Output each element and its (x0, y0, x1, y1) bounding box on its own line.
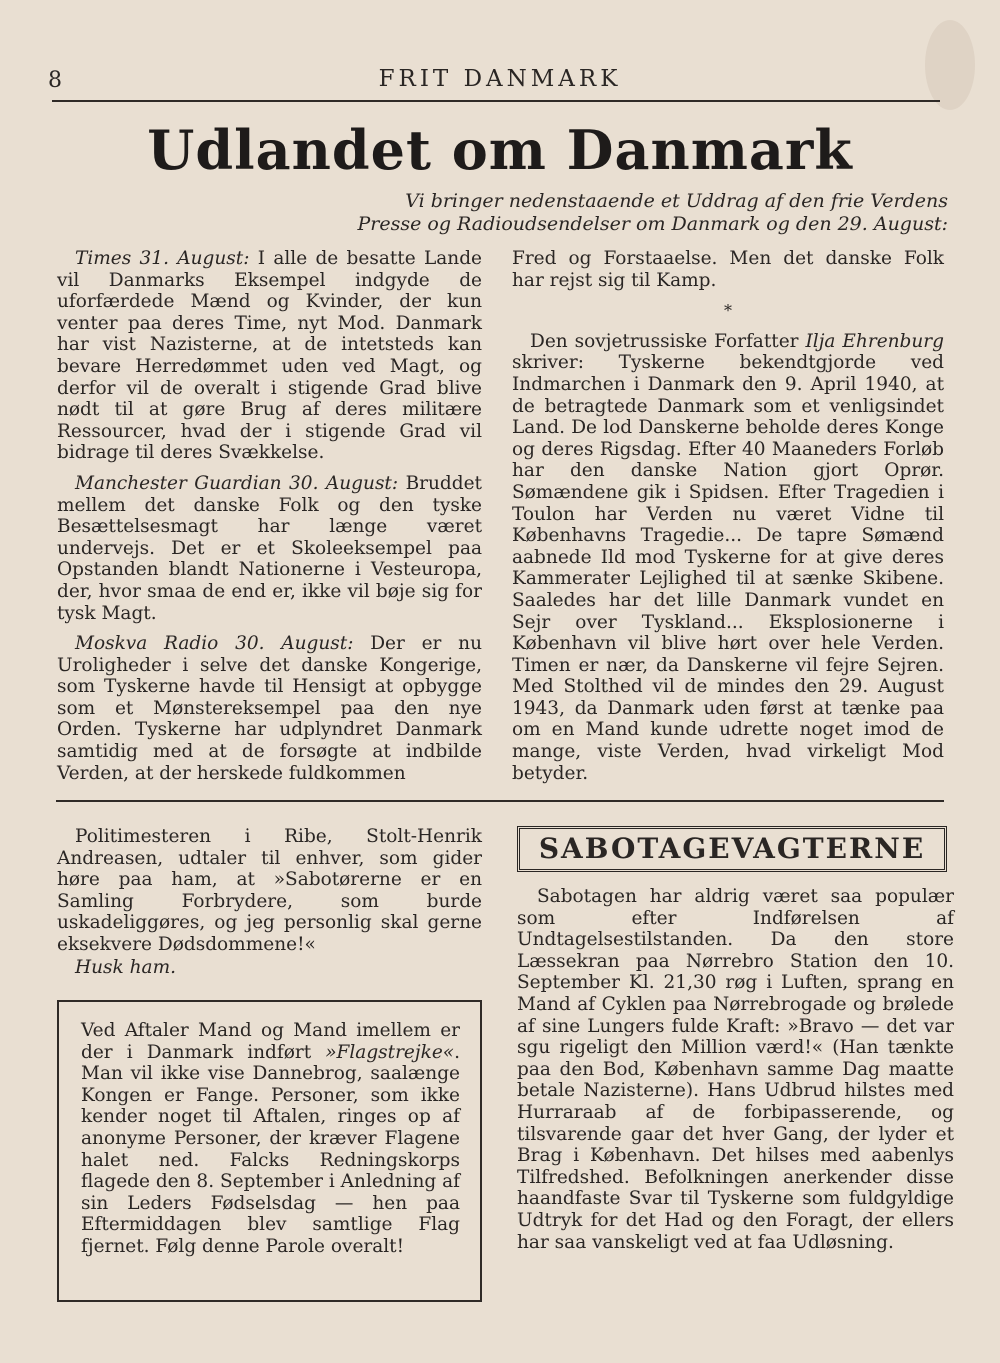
intro-line-1: Vi bringer nedenstaaende et Uddrag af den frie Verdens (405, 190, 948, 212)
intro-line-2: Presse og Radioudsendelser om Danmark og den 29. August: (357, 213, 948, 235)
page-headline: Udlandet om Danmark (147, 118, 853, 182)
section-rule (56, 800, 944, 802)
times-lead: Times 31. August: (75, 248, 250, 269)
ehrenburg-pre: Den sovjetrussiske Forfatter (530, 330, 806, 352)
header-rule (52, 100, 940, 102)
flag-strike-pre: Ved Aftaler Mand og Mand imellem er der i Danmark indført (81, 1020, 460, 1063)
ribe-notice-signoff: Husk ham. (75, 956, 177, 978)
sabotage-article (517, 886, 954, 1262)
flag-strike-term: »Flagstrejke« (325, 1041, 455, 1063)
times-text: I alle de besatte Lande vil Danmarks Eksempel indgyde de uforfærdede Mænd og Kvinder, der kun venter paa deres Time, nyt Mod. Danmark har vist Nazisterne, at de intetsteds kan bevare Herredømmet uden ved Magt, og derfor vil de overalt i stigende Grad blive nødt til at gøre Brug af deres militære Ressourcer, hvad der i stigende Grad vil bidrage til deres Svækkelse. (57, 248, 482, 464)
continuation-paragraph: Fred og Forstaaelse. Men det danske Folk har rejst sig til Kamp. (512, 248, 944, 291)
ribe-notice-text: Politimesteren i Ribe, Stolt-Henrik Andreasen, udtaler til enhver, som gider høre paa ham, at »Sabotørerne er en Samling Forbrydere, som burde uskadeliggøres, og jeg personlig skal gerne eksekvere Dødsdommene!« (57, 826, 482, 955)
running-header: FRIT DANMARK (378, 66, 622, 92)
ribe-notice (57, 826, 482, 987)
moskva-lead: Moskva Radio 30. August: (75, 633, 354, 655)
guardian-paragraph (57, 473, 482, 624)
guardian-lead: Manchester Guardian 30. August: (75, 472, 399, 494)
column-left-top (57, 248, 482, 793)
column-right-top (512, 248, 944, 793)
print-smudge (925, 20, 975, 110)
flag-strike-text (81, 1020, 460, 1258)
section-separator: * (724, 301, 732, 321)
moskva-paragraph (57, 633, 482, 784)
ehrenburg-text: skriver: Tyskerne bekendtgjorde ved Indmarchen i Danmark den 9. April 1940, at de betragtede Danmark som et venligsindet Land. De lod Danskerne beholde deres Konge og deres Rigsdag. Efter 40 Maaneders Forløb har den danske Nation gjort Oprør. Sømændene gik i Spidsen. Efter Tragedien i Toulon har Verden nu været Vidne til Københavns Tragedie... De tapre Sømænd aabnede Ild mod Tyskerne for at give deres Kammerater Lejlighed til at sænke Skibene. Saaledes har det lille Danmark vundet en Sejr over Tyskland... Eksplosionerne i København vil blive hørt over hele Verden. Timen er nær, da Danskerne vil fejre Sejren. Med Stolthed vil de mindes den 29. August 1943, da Danmark uden først at tænke paa om en Mand kunde udrette noget imod de mange, viste Verden, hvad virkeligt Mod betyder. (512, 352, 944, 784)
flag-strike-body: . Man vil ikke vise Dannebrog, saalænge Kongen er Fange. Personer, som ikke kender noget til Aftalen, ringes op af anonyme Personer, der kræver Flagene halet ned. Falcks Redningskorps flagede den 8. September i Anledning af sin Leders Fødselsdag — hen paa Eftermiddagen blev samtlige Flag fjernet. Følg denne Parole overalt! (81, 1041, 460, 1257)
guardian-text: Bruddet mellem det danske Folk og den tyske Besættelsesmagt har længe været undervejs. Det er et Skoleeksempel paa Opstanden blandt Nationerne i Vesteuropa, der, hvor smaa de end er, ikke vil bøje sig for tysk Magt. (57, 472, 482, 624)
intro-text (250, 190, 948, 236)
page-number: 8 (48, 68, 62, 93)
sabotage-text: Sabotagen har aldrig været saa populær som efter Indførelsen af Undtagelsestilstanden. Da den store Læssekran paa Nørrebro Station den 10. September Kl. 21,30 røg i Luften, sprang en Mand af Cyklen paa Nørrebrogade og brølede af sine Lungers fulde Kraft: »Bravo — det var sgu rigeligt den Million værd!« (Han tænkte paa den Bod, København samme Dag maatte betale Nazisterne). Hans Udbrud hilstes med Hurraraab af de forbipasserende, og tilsvarende gaar det hver Gang, der lyder et Brag i København. Det hilses med aabenlys Tilfredshed. Befolkningen anerkender disse haandfaste Svar til Tyskerne som fuldgyldige Udtryk for det Had og den Foragt, der ellers har saa vanskeligt ved at faa Udløsning. (517, 886, 954, 1253)
ehrenburg-paragraph (512, 331, 944, 784)
moskva-text: Der er nu Uroligheder i selve det danske Kongerige, som Tyskerne havde til Hensigt at opbygge som et Mønstereksempel paa den nye Orden. Tyskerne har udplyndret Danmark samtidig med at de forsøgte at indbilde Verden, at der herskede fuldkommen (57, 633, 482, 784)
sabotage-title: SABOTAGEVAGTERNE (517, 826, 947, 872)
flag-strike-box (57, 1000, 482, 1302)
times-paragraph (57, 248, 482, 464)
ehrenburg-name: Ilja Ehrenburg (805, 330, 944, 352)
